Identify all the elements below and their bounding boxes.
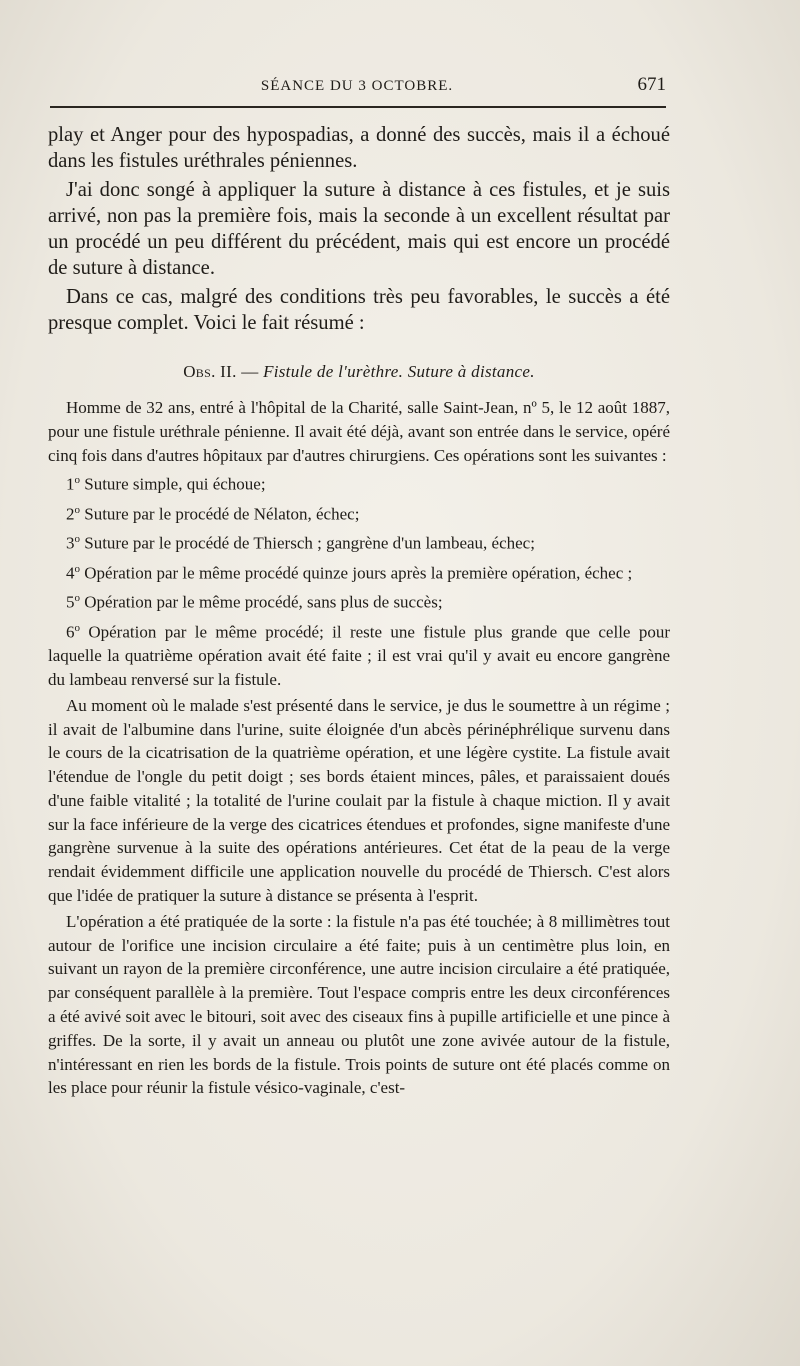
item-text: Suture par le procédé de Nélaton, échec; (80, 504, 360, 524)
operation-item-3 (48, 528, 670, 555)
operation-item-5 (48, 587, 670, 614)
item-number: 2 (66, 504, 75, 524)
ordinal-mark: o (74, 503, 80, 516)
paragraph-case-summary: Dans ce cas, malgré des conditions très peu favorables, le succès a été presque complet. Voici le fait résumé : (48, 286, 670, 334)
ordinal-mark: o (74, 562, 80, 575)
operation-description-paragraph: L'opération a été pratiquée de la sorte : la fistule n'a pas été touchée; à 8 millimètres tout autour de l'orifice une incision circulaire a été faite; puis à un centimètre plus loin, en suivant un rayon de la première circonférence, une autre incision circulaire a été pratiquée, par conséquent parallèle à la première. Tout l'espace compris entre les deux circonférences a été avivé soit avec le bitouri, soit avec des ciseaux fins à pupille artificielle et une pince à griffes. De la sorte, il y avait un anneau ou plutôt une zone avivée autour de la fistule, n'intéressant en rien les bords de la fistule. Trois points de suture ont été placés comme on les place pour réunir la fistule vésico-vaginale, c'est- (48, 911, 670, 1098)
ordinal-mark: o (74, 474, 80, 487)
paragraph-continued: play et Anger pour des hypospadias, a donné des succès, mais il a échoué dans les fistules uréthrales péniennes. (48, 124, 670, 172)
observation-heading (48, 362, 670, 382)
observation-label: Obs. II. (183, 362, 237, 381)
case-paragraph: Homme de 32 ans, entré à l'hôpital de la Charité, salle Saint-Jean, nº 5, le 12 août 1887, pour une fistule uréthrale pénienne. Il avait été déjà, avant son entrée dans le service, opéré cinq fois dans d'autres hôpitaux par d'autres chirurgiens. Ces opérations sont les suivantes : (48, 398, 670, 465)
item-text: Opération par le même procédé quinze jours après la première opération, échec ; (80, 563, 633, 583)
operation-item-4 (48, 558, 670, 585)
page-number: 671 (637, 74, 666, 95)
item-number: 5 (66, 592, 75, 612)
operation-item-1 (48, 469, 670, 496)
main-text (48, 122, 670, 1102)
operation-item-6 (48, 617, 670, 692)
admission-paragraph: Au moment où le malade s'est présenté dans le service, je dus le soumettre à un régime ; il avait de l'albumine dans l'urine, suite éloignée d'un abcès périnéphrélique survenu dans le cours de la cicatrisation de la quatrième opération, et une légère cystite. La fistule avait l'étendue de l'ongle du petit doigt ; ses bords étaient minces, pâles, et paraissaient doués d'une faible vitalité ; la totalité de l'urine coulait par la fistule à chaque miction. Il y avait sur la face inférieure de la verge des cicatrices étendues et profondes, signe manifeste d'une gangrène survenue à la suite des opérations antérieures. Cet état de la peau de la verge rendait évidemment difficile une application nouvelle du procédé de Thiersch. C'est alors que l'idée de pratiquer la suture à distance se présenta à l'esprit. (48, 695, 670, 906)
item-number: 6 (66, 622, 75, 642)
item-number: 1 (66, 475, 75, 495)
item-text: Opération par le même procédé; il reste une fistule plus grande que celle pour laquelle la quatrième opération avait été faite ; il est vrai qu'il y avait eu encore gangrène du lambeau renversé sur la fistule. (48, 622, 670, 689)
item-text: Suture simple, qui échoue; (80, 475, 266, 495)
header-rule (50, 106, 666, 108)
item-text: Suture par le procédé de Thiersch ; gangrène d'un lambeau, échec; (80, 533, 535, 553)
running-head (48, 74, 666, 104)
observation-dash: — (236, 362, 264, 381)
operation-item-2 (48, 499, 670, 526)
ordinal-mark: o (74, 621, 80, 634)
item-number: 3 (66, 533, 75, 553)
observation-title: Fistule de l'urèthre. Suture à distance. (263, 362, 535, 381)
item-number: 4 (66, 563, 75, 583)
paragraph-suture-idea: J'ai donc songé à appliquer la suture à distance à ces fistules, et je suis arrivé, non pas la première fois, mais la seconde à un excellent résultat par un procédé un peu différent du précédent, mais qui est encore un procédé de suture à distance. (48, 179, 670, 279)
item-text: Opération par le même procédé, sans plus de succès; (80, 592, 443, 612)
running-head-title: SÉANCE DU 3 OCTOBRE. (260, 78, 454, 94)
ordinal-mark: o (74, 592, 80, 605)
ordinal-mark: o (74, 533, 80, 546)
